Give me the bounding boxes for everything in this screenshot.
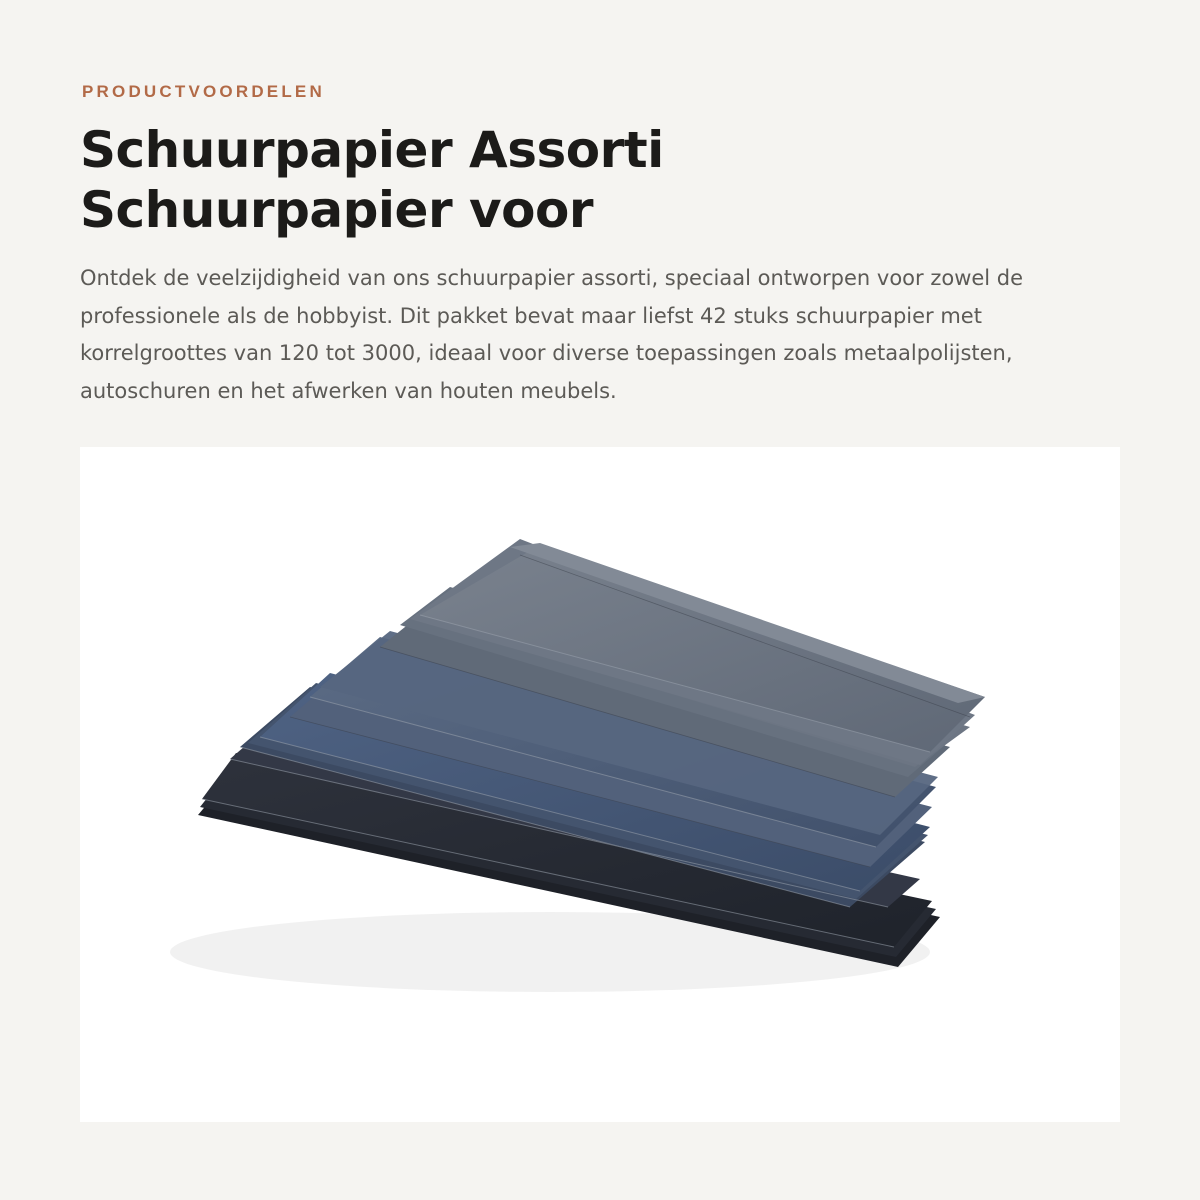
section-title [80, 120, 1120, 240]
section-eyebrow: PRODUCTVOORDELEN [82, 82, 325, 101]
product-benefits-section [80, 0, 1120, 1200]
section-title-line-2: Schuurpapier voor [80, 181, 593, 239]
sandpaper-stack-illustration [80, 447, 1120, 1122]
section-description: Ontdek de veelzijdigheid van ons schuurpapier assorti, speciaal ontworpen voor zowel de professionele als de hobbyist. Dit pakket bevat maar liefst 42 stuks schuurpapier met korrelgroottes van 120 tot 3000, ideaal voor diverse toepassingen zoals metaalpolijsten, autoschuren en het afwerken van houten meubels. [80, 266, 1024, 403]
product-image [80, 447, 1120, 1122]
section-title-line-1: Schuurpapier Assorti [80, 121, 664, 179]
